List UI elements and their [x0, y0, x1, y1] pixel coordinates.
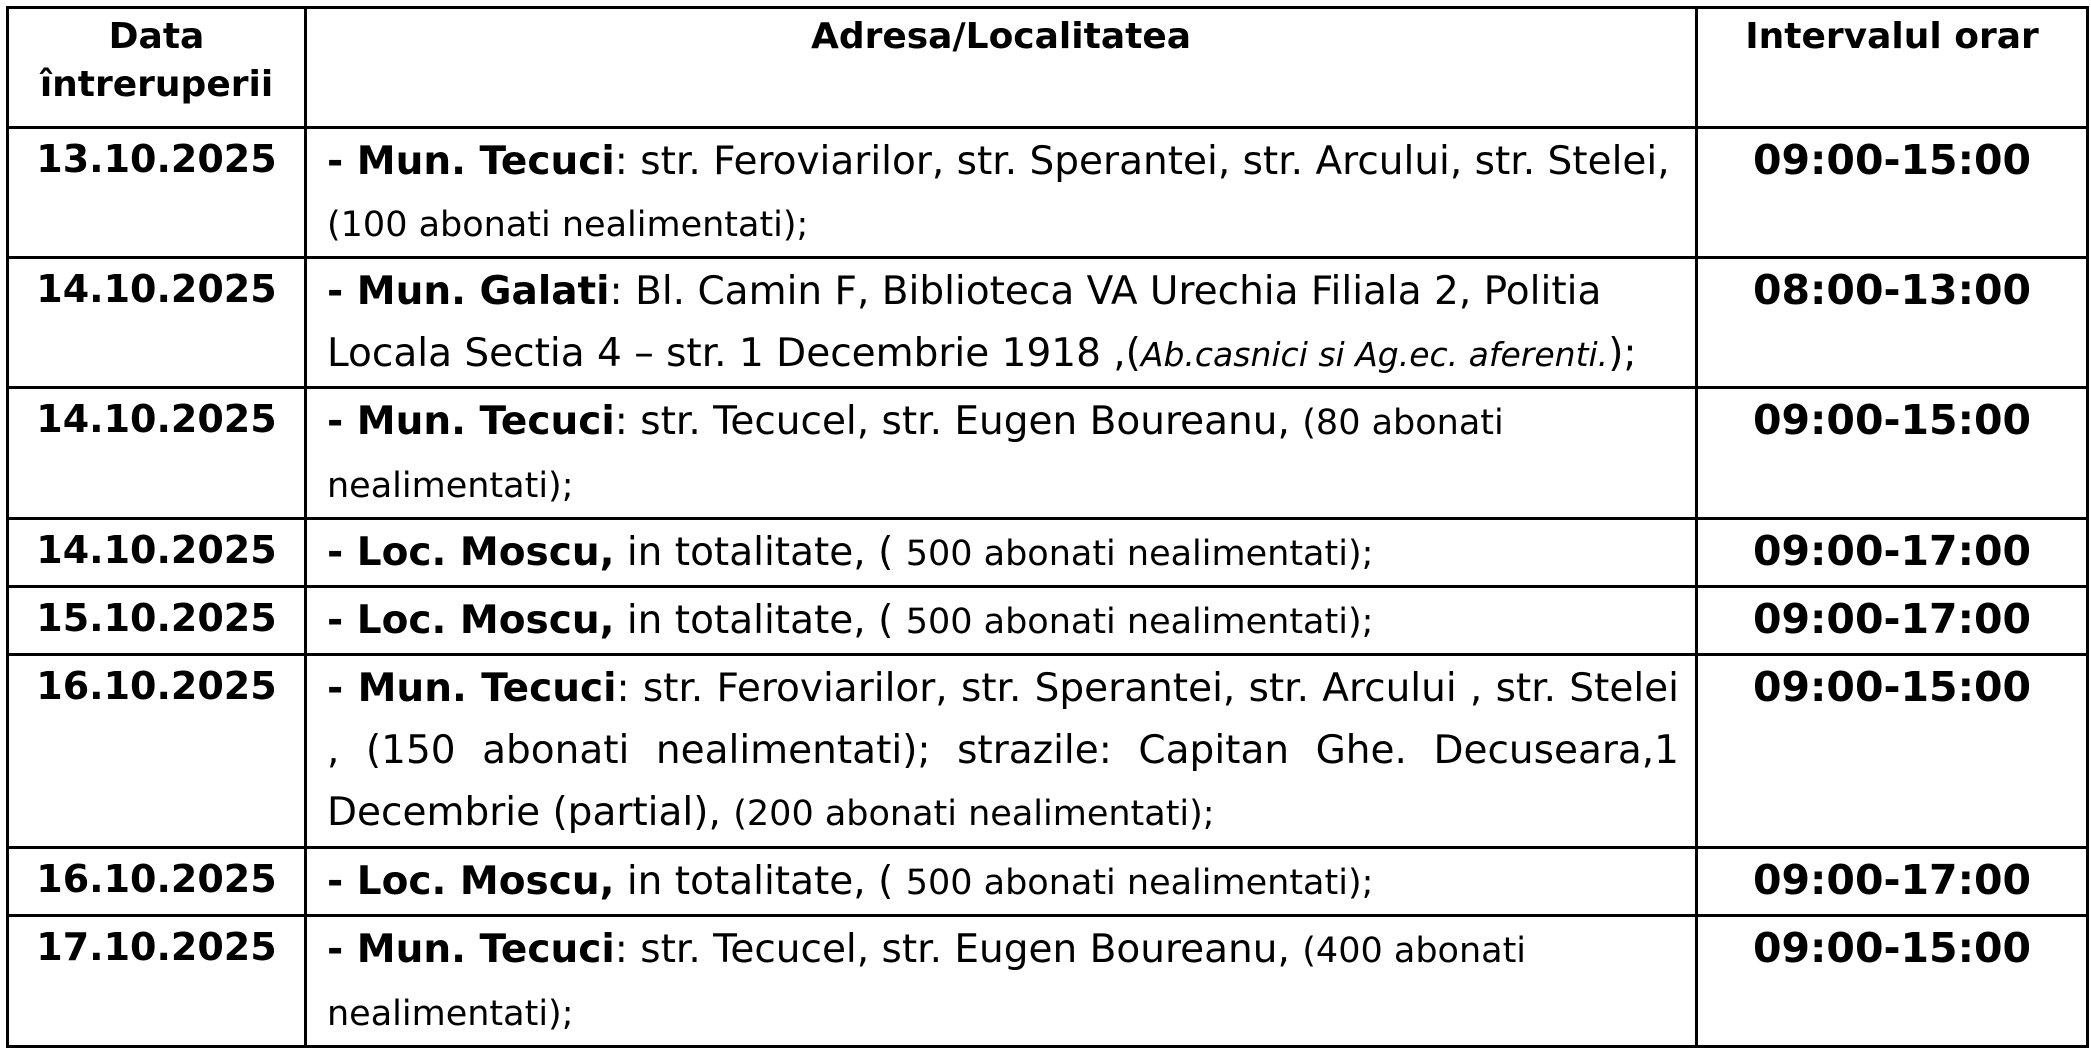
row-interval: 08:00-13:00: [1697, 258, 2088, 388]
row-date: 14.10.2025: [8, 388, 306, 519]
row-details: : str. Tecucel, str. Eugen Boureanu,: [614, 927, 1303, 972]
row-address: [306, 519, 1697, 587]
row-note: (100 abonati nealimentati);: [327, 205, 809, 245]
row-date: 14.10.2025: [8, 258, 306, 388]
row-interval: 09:00-17:00: [1697, 519, 2088, 587]
table-row: [8, 519, 2088, 587]
row-place: - Mun. Tecuci: [327, 666, 617, 711]
row-place: - Loc. Moscu,: [327, 859, 615, 904]
table-row: [8, 258, 2088, 388]
row-note: 500 abonati nealimentati);: [905, 534, 1374, 574]
row-address: [306, 655, 1697, 848]
row-details: : str. Tecucel, str. Eugen Boureanu,: [614, 399, 1303, 444]
row-details: in totalitate, (: [614, 859, 906, 904]
row-place: - Loc. Moscu,: [327, 598, 615, 643]
row-address: [306, 258, 1697, 388]
row-address: [306, 848, 1697, 916]
row-address: [306, 916, 1697, 1047]
row-address: [306, 388, 1697, 519]
row-interval: 09:00-15:00: [1697, 388, 2088, 519]
row-address: [306, 128, 1697, 258]
row-details: in totalitate, (: [614, 598, 906, 643]
row-interval: 09:00-15:00: [1697, 128, 2088, 258]
row-date: 15.10.2025: [8, 587, 306, 655]
row-note: (80 abonati nealimentati);: [327, 403, 1504, 506]
row-note: Ab.casnici si Ag.ec. aferenti.: [1140, 335, 1609, 374]
outage-schedule-table: [6, 6, 2089, 1048]
row-date: 17.10.2025: [8, 916, 306, 1047]
row-place: - Mun. Tecuci: [327, 927, 615, 972]
table-row: [8, 587, 2088, 655]
row-note: 500 abonati nealimentati);: [905, 602, 1374, 642]
table-row: [8, 655, 2088, 848]
row-date: 16.10.2025: [8, 655, 306, 848]
row-details: : str. Feroviarilor, str. Sperantei, str. Arcului , str. Stelei , (150 abonati nealimentati); strazile: Capitan Ghe. Decuseara,1 Decembrie (partial),: [327, 666, 1679, 835]
row-address: [306, 587, 1697, 655]
table-row: [8, 128, 2088, 258]
row-note: 500 abonati nealimentati);: [905, 863, 1374, 903]
header-address: Adresa/Localitatea: [306, 8, 1697, 128]
row-place: - Loc. Moscu,: [327, 530, 615, 575]
row-note: (400 abonati nealimentati);: [327, 931, 1527, 1034]
row-date: 14.10.2025: [8, 519, 306, 587]
row-interval: 09:00-15:00: [1697, 655, 2088, 848]
row-details: in totalitate, (: [614, 530, 906, 575]
row-date: 16.10.2025: [8, 848, 306, 916]
row-date: 13.10.2025: [8, 128, 306, 258]
header-interval: Intervalul orar: [1697, 8, 2088, 128]
row-details: : Bl. Camin F, Biblioteca VA Urechia Filiala 2, Politia Locala Sectia 4 – str. 1 Decembrie 1918 ,(: [327, 269, 1602, 376]
row-details-end: );: [1608, 331, 1637, 376]
row-interval: 09:00-17:00: [1697, 848, 2088, 916]
row-place: - Mun. Tecuci: [327, 139, 615, 184]
table-header-row: [8, 8, 2088, 128]
row-note: (200 abonati nealimentati);: [733, 794, 1215, 834]
table-row: [8, 848, 2088, 916]
row-place: - Mun. Galati: [327, 269, 610, 314]
table-row: [8, 916, 2088, 1047]
header-date: Data întreruperii: [8, 8, 306, 128]
row-details: : str. Feroviarilor, str. Sperantei, str. Arcului, str. Stelei,: [614, 139, 1670, 184]
row-interval: 09:00-17:00: [1697, 587, 2088, 655]
row-interval: 09:00-15:00: [1697, 916, 2088, 1047]
row-place: - Mun. Tecuci: [327, 399, 615, 444]
table-row: [8, 388, 2088, 519]
